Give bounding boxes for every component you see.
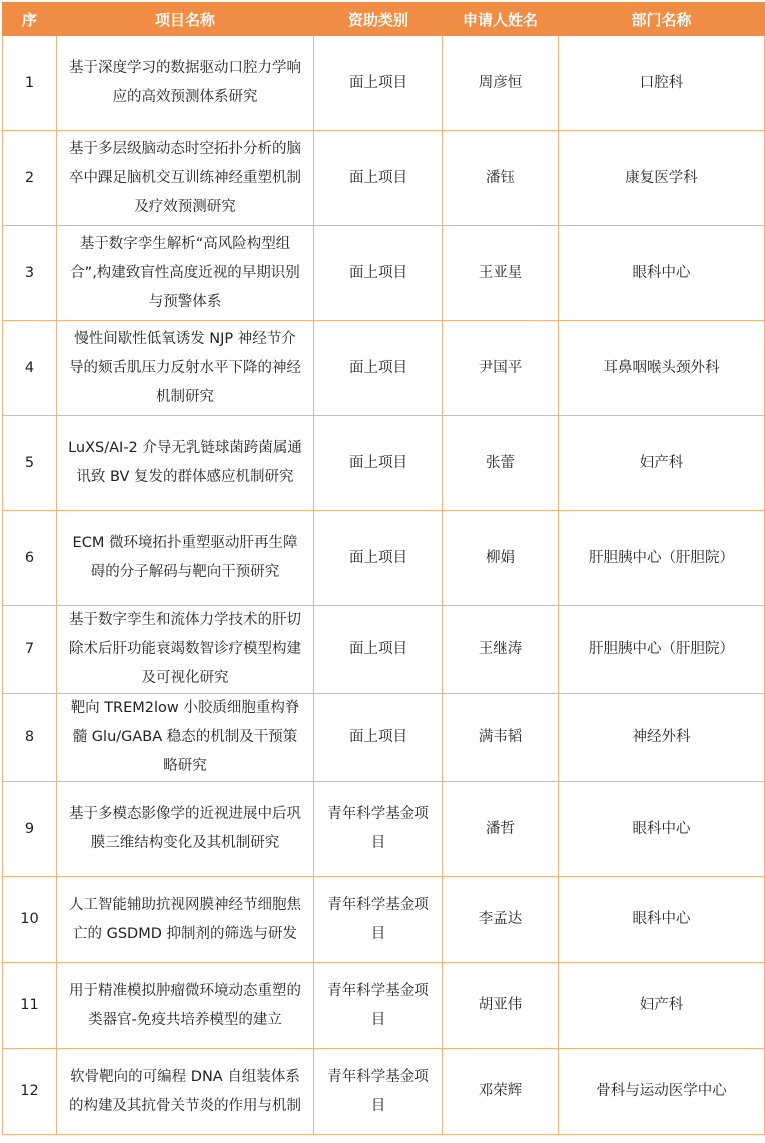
applicant-name: 李孟达: [443, 877, 559, 963]
funding-type: 面上项目: [314, 694, 443, 782]
row-number: 2: [3, 131, 57, 226]
project-title: LuXS/AI-2 介导无乳链球菌跨菌属通讯致 BV 复发的群体感应机制研究: [57, 416, 314, 511]
funding-type: 面上项目: [314, 416, 443, 511]
row-number: 4: [3, 321, 57, 416]
project-title: 人工智能辅助抗视网膜神经节细胞焦亡的 GSDMD 抑制剂的筛选与研发: [57, 877, 314, 963]
row-number: 6: [3, 511, 57, 606]
header-funding-type: 资助类别: [314, 3, 443, 36]
applicant-name: 潘哲: [443, 782, 559, 877]
project-title: 基于数字孪生和流体力学技术的肝切除术后肝功能衰竭数智诊疗模型构建及可视化研究: [57, 606, 314, 694]
table-row: [3, 782, 765, 877]
header-project-name: 项目名称: [57, 3, 314, 36]
table-row: [3, 606, 765, 694]
department-name: 眼科中心: [559, 782, 765, 877]
row-number: 12: [3, 1049, 57, 1135]
table-header-row: [3, 3, 765, 36]
row-number: 3: [3, 226, 57, 321]
table-row: [3, 963, 765, 1049]
project-title: 基于多模态影像学的近视进展中后巩膜三维结构变化及其机制研究: [57, 782, 314, 877]
department-name: 眼科中心: [559, 226, 765, 321]
funding-type: 面上项目: [314, 606, 443, 694]
funding-type: 青年科学基金项目: [314, 963, 443, 1049]
funding-type: 青年科学基金项目: [314, 782, 443, 877]
funding-type: 面上项目: [314, 131, 443, 226]
project-title: ECM 微环境拓扑重塑驱动肝再生障碍的分子解码与靶向干预研究: [57, 511, 314, 606]
applicant-name: 柳娟: [443, 511, 559, 606]
project-title: 靶向 TREM2low 小胶质细胞重构脊髓 Glu/GABA 稳态的机制及干预策略研究: [57, 694, 314, 782]
department-name: 肝胆胰中心（肝胆院）: [559, 511, 765, 606]
project-title: 软骨靶向的可编程 DNA 自组装体系的构建及其抗骨关节炎的作用与机制: [57, 1049, 314, 1135]
funding-type: 青年科学基金项目: [314, 1049, 443, 1135]
table-row: [3, 694, 765, 782]
department-name: 康复医学科: [559, 131, 765, 226]
department-name: 神经外科: [559, 694, 765, 782]
applicant-name: 王亚星: [443, 226, 559, 321]
funding-type: 面上项目: [314, 511, 443, 606]
applicant-name: 满韦韬: [443, 694, 559, 782]
table-row: [3, 416, 765, 511]
funding-type: 面上项目: [314, 36, 443, 131]
funding-table: [2, 2, 765, 1135]
applicant-name: 尹国平: [443, 321, 559, 416]
project-title: 基于多层级脑动态时空拓扑分析的脑卒中踝足脑机交互训练神经重塑机制及疗效预测研究: [57, 131, 314, 226]
applicant-name: 张蕾: [443, 416, 559, 511]
table-row: [3, 226, 765, 321]
applicant-name: 王继涛: [443, 606, 559, 694]
table-row: [3, 131, 765, 226]
department-name: 妇产科: [559, 963, 765, 1049]
row-number: 8: [3, 694, 57, 782]
applicant-name: 胡亚伟: [443, 963, 559, 1049]
funding-type: 面上项目: [314, 321, 443, 416]
department-name: 耳鼻咽喉头颈外科: [559, 321, 765, 416]
table-row: [3, 1049, 765, 1135]
header-seq: 序: [3, 3, 57, 36]
department-name: 眼科中心: [559, 877, 765, 963]
row-number: 1: [3, 36, 57, 131]
header-applicant: 申请人姓名: [443, 3, 559, 36]
department-name: 妇产科: [559, 416, 765, 511]
applicant-name: 邓荣辉: [443, 1049, 559, 1135]
table-row: [3, 36, 765, 131]
funding-type: 青年科学基金项目: [314, 877, 443, 963]
applicant-name: 潘钰: [443, 131, 559, 226]
funding-type: 面上项目: [314, 226, 443, 321]
header-department: 部门名称: [559, 3, 765, 36]
project-title: 基于数字孪生解析“高风险构型组合”,构建致盲性高度近视的早期识别与预警体系: [57, 226, 314, 321]
department-name: 口腔科: [559, 36, 765, 131]
row-number: 10: [3, 877, 57, 963]
project-title: 基于深度学习的数据驱动口腔力学响应的高效预测体系研究: [57, 36, 314, 131]
department-name: 肝胆胰中心（肝胆院）: [559, 606, 765, 694]
row-number: 11: [3, 963, 57, 1049]
row-number: 5: [3, 416, 57, 511]
department-name: 骨科与运动医学中心: [559, 1049, 765, 1135]
row-number: 9: [3, 782, 57, 877]
project-title: 用于精准模拟肿瘤微环境动态重塑的类器官-免疫共培养模型的建立: [57, 963, 314, 1049]
applicant-name: 周彦恒: [443, 36, 559, 131]
project-title: 慢性间歇性低氧诱发 NJP 神经节介导的颏舌肌压力反射水平下降的神经机制研究: [57, 321, 314, 416]
table-row: [3, 321, 765, 416]
table-row: [3, 511, 765, 606]
table-row: [3, 877, 765, 963]
row-number: 7: [3, 606, 57, 694]
